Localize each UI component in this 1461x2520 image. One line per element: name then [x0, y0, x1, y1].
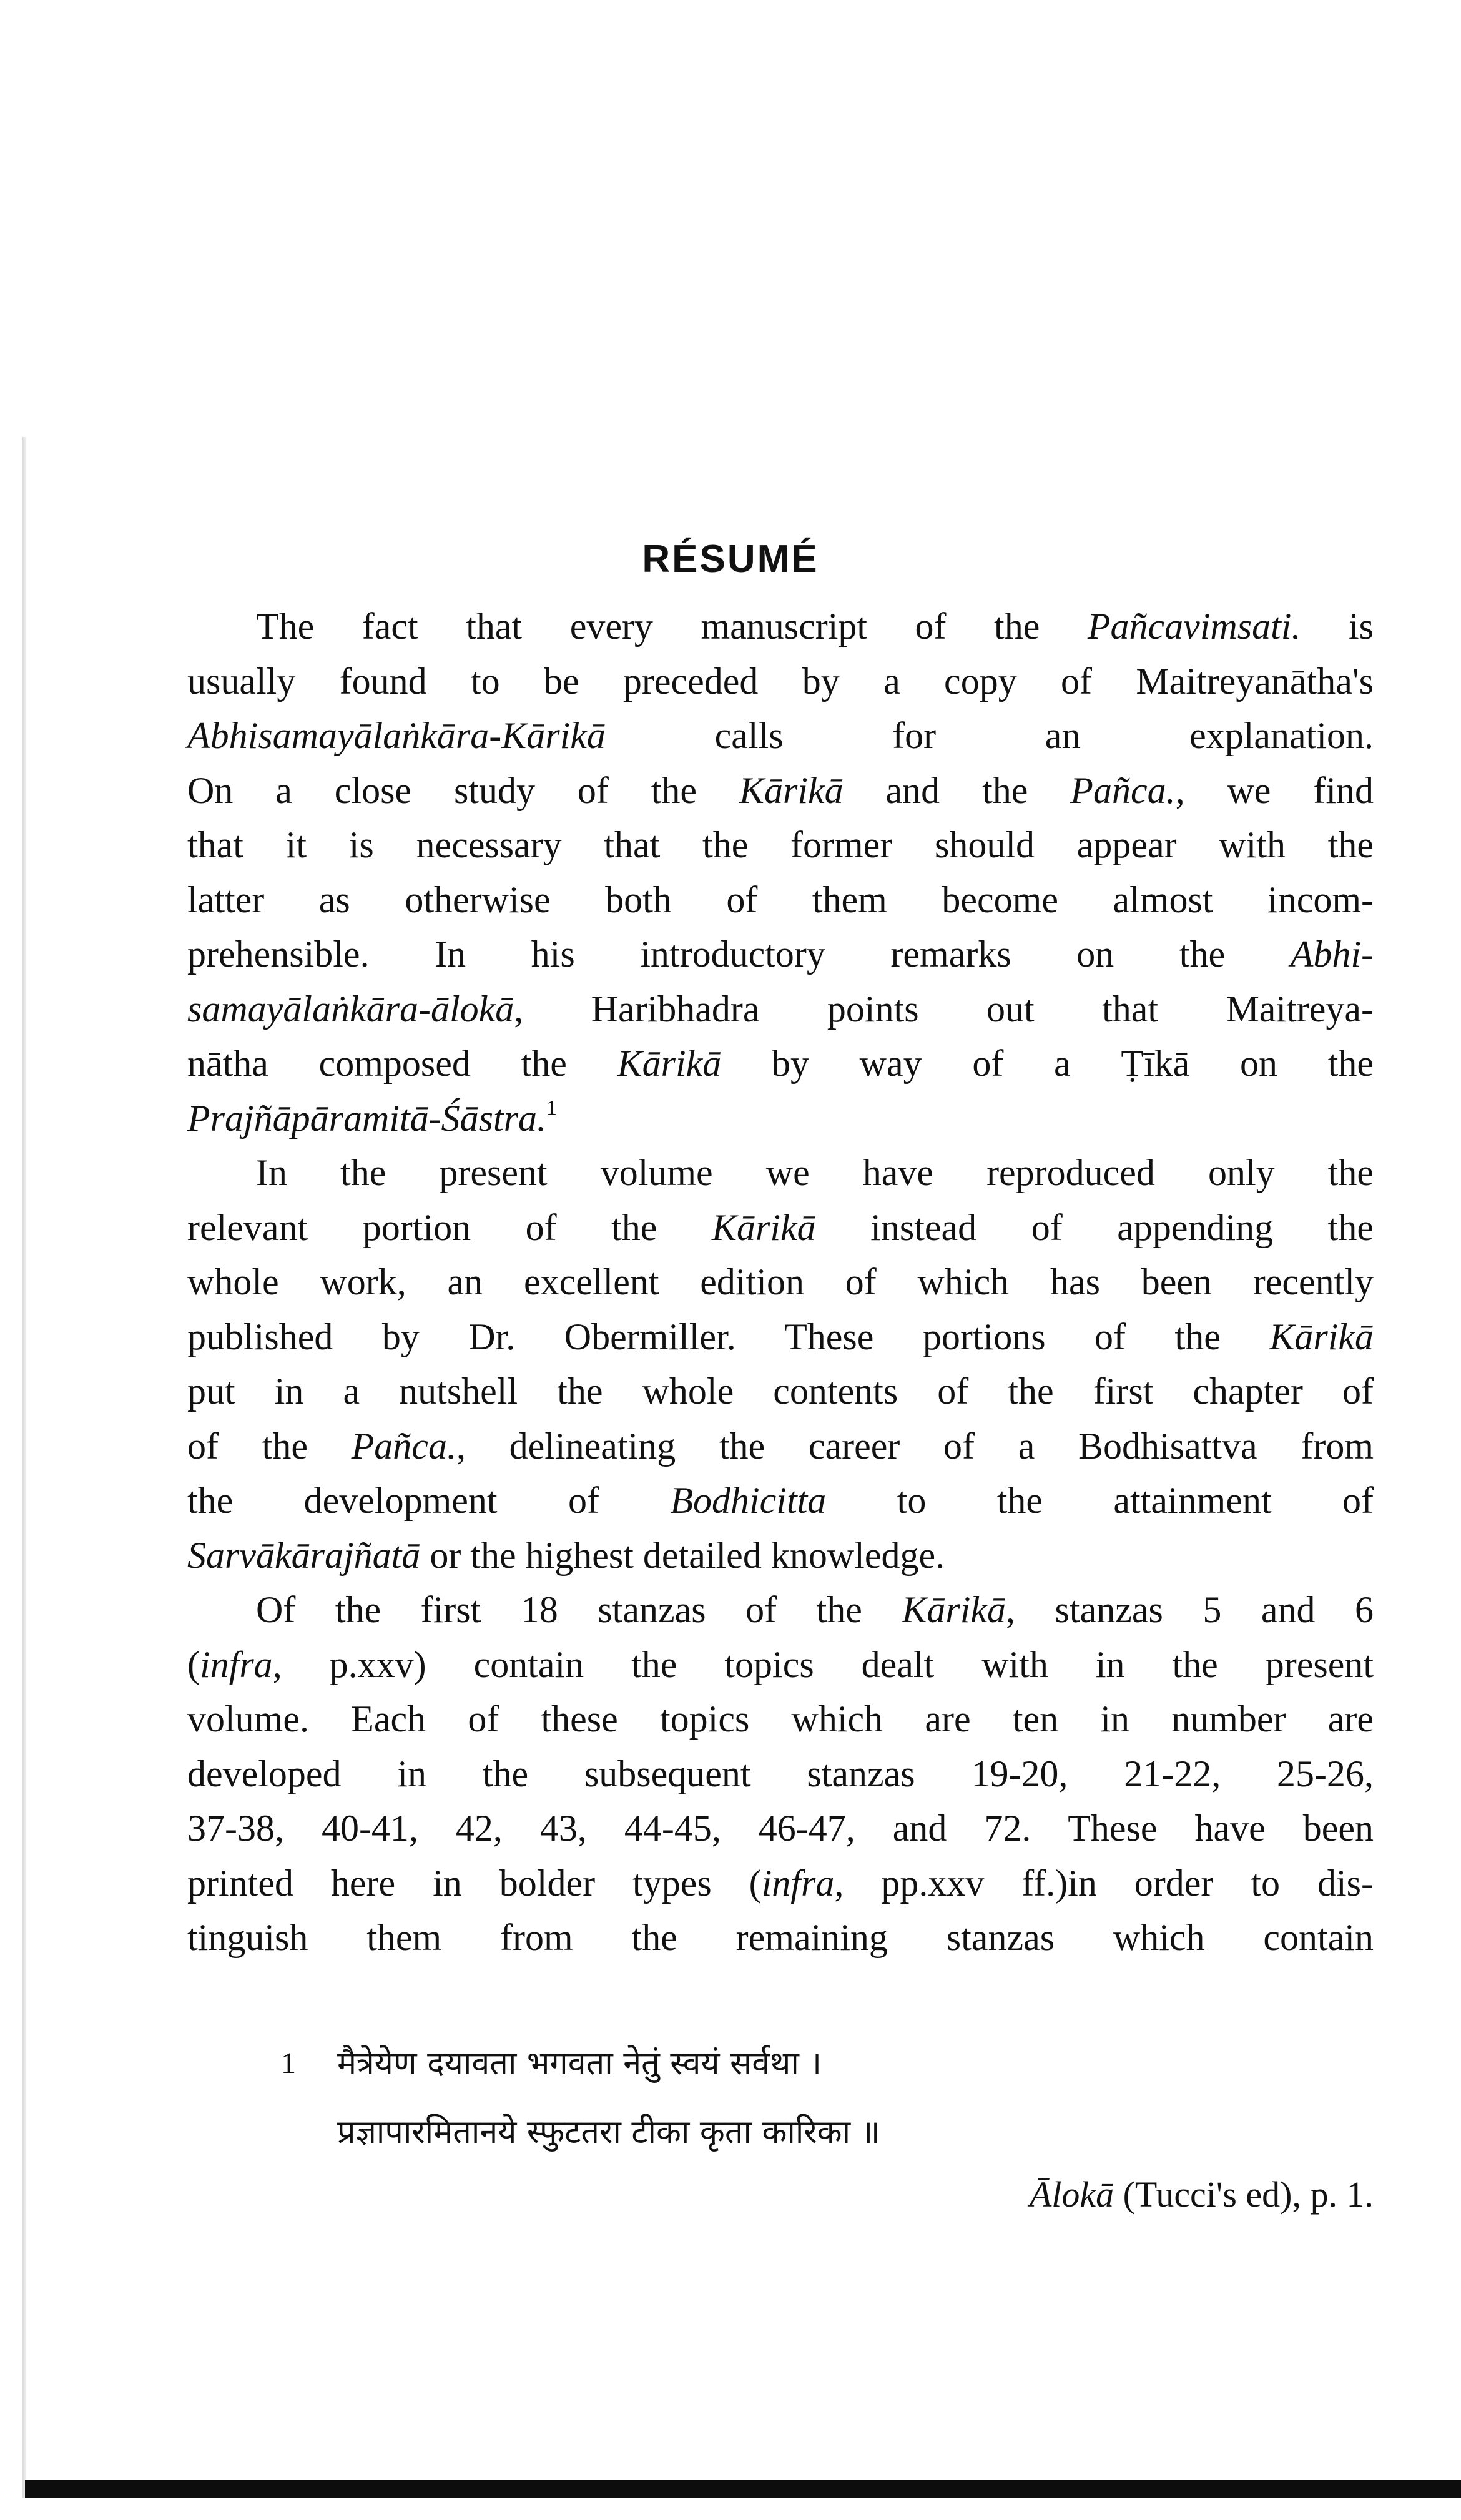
- text-segment: , we find: [1175, 769, 1374, 811]
- text-segment: 37-38, 40-41, 42, 43, 44-45, 46-47, and 72. These have been: [187, 1808, 1374, 1849]
- text-segment: Abhi-: [1290, 933, 1374, 975]
- text-segment: volume. Each of these topics which are ten in number are: [187, 1698, 1374, 1740]
- text-line: [187, 654, 1374, 709]
- footnote-citation: [337, 2160, 1374, 2229]
- text-segment: the development of: [187, 1480, 671, 1521]
- text-segment: samayālaṅkāra-ālokā: [187, 988, 514, 1030]
- footnote-sanskrit-line-1: मैत्रेयेण दयावता भगवता नेतुं स्वयं सर्वथा ।: [337, 2045, 822, 2082]
- footnote-marker: 1: [281, 2047, 296, 2080]
- footnote-citation-detail: (Tucci's ed), p. 1.: [1114, 2174, 1374, 2215]
- text-segment: developed in the subsequent stanzas 19-20, 21-22, 25-26,: [187, 1753, 1374, 1794]
- footnote: [281, 2029, 1374, 2229]
- text-line: [187, 1638, 1374, 1693]
- text-segment: Sarvākārajñatā: [187, 1534, 421, 1576]
- text-segment: or the highest detailed knowledge.: [420, 1534, 945, 1576]
- text-line: [187, 1911, 1374, 1966]
- text-segment: On a close study of the: [187, 769, 739, 811]
- text-segment: , pp.xxv ff.)in order to dis-: [834, 1862, 1374, 1904]
- text-segment: nātha composed the: [187, 1043, 617, 1084]
- text-line: [187, 764, 1374, 819]
- text-line: [187, 1747, 1374, 1802]
- text-segment: put in a nutshell the whole contents of the first chapter of: [187, 1371, 1374, 1412]
- text-segment: Pañca.: [351, 1425, 456, 1467]
- text-segment: latter as otherwise both of them become almost incom-: [187, 879, 1374, 920]
- text-segment: The fact that every manuscript of the: [256, 606, 1088, 647]
- text-segment: of the: [187, 1425, 352, 1467]
- page-title: RÉSUMÉ: [642, 538, 819, 581]
- text-segment: Prajñāpāramitā-Śāstra: [187, 1097, 538, 1139]
- text-segment: , stanzas 5 and 6: [1006, 1589, 1374, 1630]
- text-segment: Kārikā: [902, 1589, 1006, 1630]
- scan-bottom-edge: [25, 2480, 1461, 2498]
- text-segment: that it is necessary that the former should appear with the: [187, 824, 1374, 865]
- text-line: [187, 818, 1374, 873]
- text-line: [187, 1091, 1374, 1146]
- text-segment: instead of appending the: [815, 1206, 1374, 1248]
- footnote-citation-title: Ālokā: [1029, 2174, 1114, 2215]
- text-segment: by way of a Ṭīkā on the: [721, 1043, 1374, 1084]
- text-line: [187, 709, 1374, 764]
- text-line: [187, 1692, 1374, 1747]
- text-line: [187, 1310, 1374, 1365]
- text-line: [187, 1036, 1374, 1091]
- text-line: [187, 599, 1374, 654]
- text-segment: , delineating the career of a Bodhisattva from: [456, 1425, 1374, 1467]
- text-segment: relevant portion of the: [187, 1206, 712, 1248]
- text-segment: .: [537, 1097, 547, 1139]
- text-segment: tinguish them from the remaining stanzas which contain: [187, 1917, 1374, 1958]
- text-line: [187, 1583, 1374, 1638]
- text-line: [187, 1364, 1374, 1419]
- text-segment: published by Dr. Obermiller. These portions of the: [187, 1316, 1270, 1357]
- text-line: [187, 1474, 1374, 1528]
- text-segment: Kārikā: [739, 769, 844, 811]
- text-segment: printed here in bolder types (: [187, 1862, 762, 1904]
- text-segment: In the present volume we have reproduced only the: [256, 1152, 1374, 1193]
- text-segment: infra: [199, 1643, 273, 1685]
- text-line: [187, 927, 1374, 982]
- text-segment: calls for an explanation.: [605, 715, 1374, 756]
- text-segment: Kārikā: [711, 1206, 816, 1248]
- text-line: [187, 1528, 1374, 1583]
- text-segment: (: [187, 1643, 200, 1685]
- text-segment: and the: [843, 769, 1071, 811]
- text-segment: infra: [761, 1862, 835, 1904]
- footnote-sanskrit-line-2: प्रज्ञापारमितानये स्फुटतरा टीका कृता कारिका ॥: [337, 2114, 880, 2151]
- text-segment: Of the first 18 stanzas of the: [256, 1589, 902, 1630]
- text-segment: , p.xxv) contain the topics dealt with in the present: [272, 1643, 1374, 1685]
- body-text: [187, 599, 1374, 1966]
- text-segment: Kārikā: [1269, 1316, 1374, 1357]
- text-line: [187, 1801, 1374, 1856]
- text-segment: prehensible. In his introductory remarks on the: [187, 933, 1291, 975]
- text-segment: , Haribhadra points out that Maitreya-: [514, 988, 1374, 1030]
- text-segment: Kārikā: [617, 1043, 722, 1084]
- text-segment: to the attainment of: [826, 1480, 1374, 1521]
- text-segment: Pañca.: [1070, 769, 1176, 811]
- text-segment: Abhisamayālaṅkāra-Kārikā: [187, 715, 606, 756]
- footnote-reference: 1: [546, 1096, 558, 1120]
- text-line: [187, 1419, 1374, 1474]
- text-line: [187, 1255, 1374, 1310]
- text-line: [187, 982, 1374, 1037]
- text-segment: Bodhicitta: [670, 1480, 827, 1521]
- text-line: [187, 1146, 1374, 1201]
- text-line: [187, 1856, 1374, 1911]
- text-segment: Pañcavimsati.: [1087, 606, 1301, 647]
- page-binding-edge: [22, 437, 26, 2498]
- text-segment: is: [1301, 606, 1374, 647]
- text-line: [187, 1201, 1374, 1256]
- text-segment: whole work, an excellent edition of which has been recently: [187, 1261, 1374, 1302]
- text-segment: usually found to be preceded by a copy of Maitreyanātha's: [187, 660, 1374, 702]
- text-line: [187, 873, 1374, 928]
